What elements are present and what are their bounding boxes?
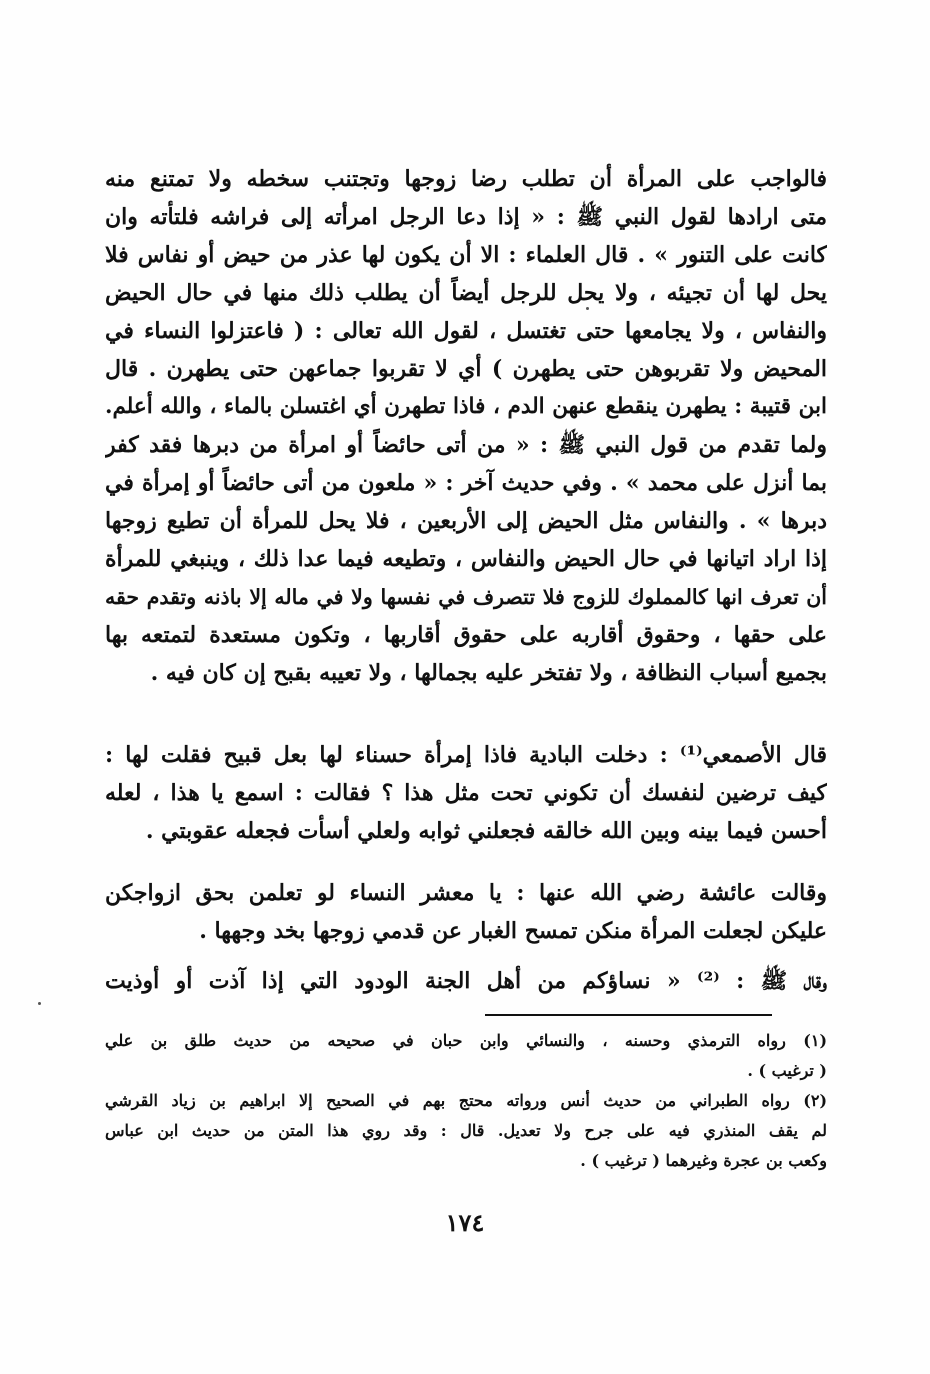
- page-number: ١٧٤: [445, 1208, 485, 1237]
- text-line: بجميع أسباب النظافة ، ولا تفتخر عليه بجمالها ، ولا تعيبه بقبح إن كان فيه .: [150, 660, 827, 686]
- paragraph-main-3: [105, 874, 827, 950]
- text-line: كيف ترضين لنفسك أن تكوني تحت مثل هذا ؟ فقالت : اسمع يا هذا ، لعله: [105, 780, 827, 806]
- text-line: على حقها ، وحقوق أقاربه على حقوق أقاربها ، وتكون مستعدة لتمتعه بها: [105, 622, 827, 648]
- text-line: أحسن فيما بينه وبين الله خالقه فجعلني ثوابه ولعلي أسأت فجعله عقوبتي .: [145, 818, 827, 844]
- paragraph-main-1: [105, 160, 827, 692]
- scan-speck: [586, 307, 589, 310]
- scan-speck: [38, 1002, 41, 1005]
- text-line: ولما تقدم من قول النبي ﷺ : « من أتى حائضاً أو امرأة من دبرها فقد كفر: [105, 432, 827, 458]
- text-line: كانت على التنور » . قال العلماء : الا أن يكون لها عذر من حيض أو نفاس فلا: [105, 242, 827, 268]
- text-line: والنفاس ، ولا يجامعها حتى تغتسل ، لقول الله تعالى : ( فاعتزلوا النساء في: [105, 318, 827, 344]
- footnote-separator: [485, 1014, 772, 1016]
- text-line: متى ارادها لقول النبي ﷺ : « إذا دعا الرجل امرأته إلى فراشه فلتأته وان: [105, 204, 827, 230]
- text-line: قال الأصمعي⁽¹⁾ : دخلت البادية فاذا إمرأة حسناء لها بعل قبيح فقلت لها :: [105, 742, 827, 768]
- text-line: أن تعرف انها كالمملوك للزوج فلا تتصرف في نفسها ولا في ماله إلا باذنه وتقدم حقه: [105, 585, 827, 609]
- text-line: فالواجب على المرأة أن تطلب رضا زوجها وتجتنب سخطه ولا تمتنع منه: [105, 166, 827, 192]
- text-line: إذا اراد اتيانها في حال الحيض والنفاس ، وتطيعه فيما عدا ذلك ، وينبغي للمرأة: [105, 546, 827, 572]
- text-line: المحيض ولا تقربوهن حتى يطهرن ) أي لا تقربوا جماعهن حتى يطهرن . قال: [105, 356, 827, 382]
- footnote-line: وكعب بن عجرة وغيرهما ( ترغيب ) .: [580, 1151, 827, 1170]
- footnote-line: (٢) رواه الطبراني من حديث أنس ورواته محتج بهم في الصحيح إلا ابراهيم بن زياد القرشي: [105, 1091, 827, 1110]
- text-line: وقالت عائشة رضي الله عنها : يا معشر النساء لو تعلمن بحق ازواجكن: [105, 880, 827, 906]
- paragraph-main-2: [105, 736, 827, 850]
- text-line: بما أنزل على محمد » . وفي حديث آخر : « ملعون من أتى حائضاً أو إمرأة في: [105, 470, 827, 496]
- text-line: دبرها » . والنفاس مثل الحيض إلى الأربعين ، فلا يحل للمرأة أن تطيع زوجها: [105, 508, 827, 534]
- paragraph-main-4: [105, 962, 827, 1000]
- footnote-line: ( ترغيب ) .: [747, 1061, 827, 1080]
- footnote-line: لم يقف المنذري فيه على جرح ولا تعديل. قال : وقد روي هذا المتن من حديث ابن عباس: [105, 1121, 827, 1140]
- text-line: عليكن لجعلت المرأة منكن تمسح الغبار عن قدمي زوجها بخد وجهها .: [199, 918, 827, 944]
- text-line: يحل لها أن تجيئه ، ولا يحل للرجل أيضاً أن يطلب ذلك منها في حال الحيض: [105, 280, 827, 306]
- text-line: وقال ﷺ : ⁽²⁾ « نساؤكم من أهل الجنة الودود التي إذا آذت أو أوذيت: [105, 968, 827, 994]
- text-line: ابن قتيبة : يطهرن ينقطع عنهن الدم ، فاذا تطهرن أي اغتسلن بالماء ، والله أعلم.: [105, 394, 827, 419]
- footnotes: [105, 1026, 827, 1176]
- footnote-line: (١) رواه الترمذي وحسنه ، والنسائي وابن حبان في صحيحه من حديث طلق بن علي: [105, 1031, 827, 1050]
